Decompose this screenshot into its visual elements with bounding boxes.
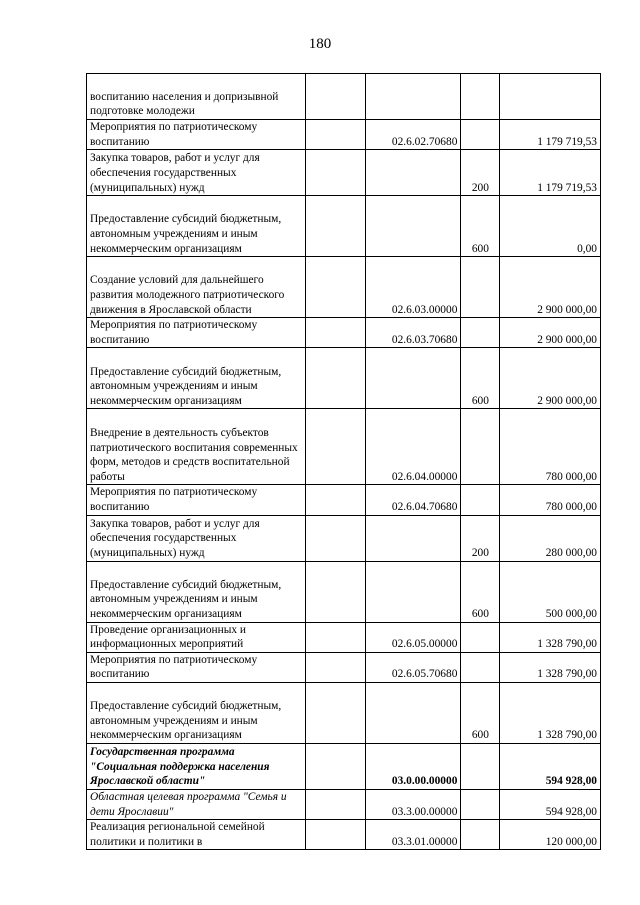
row-name-cell: Мероприятия по патриотическому воспитанию (87, 485, 306, 515)
table-row (87, 820, 601, 850)
table-row (87, 409, 601, 485)
row-code-cell: 02.6.04.70680 (366, 485, 461, 515)
row-code-cell: 03.0.00.00000 (366, 743, 461, 789)
row-sum-cell: 500 000,00 (500, 561, 601, 622)
row-code-cell (366, 348, 461, 409)
row-blank-cell (305, 652, 366, 682)
row-type-cell (461, 743, 500, 789)
row-type-cell: 200 (461, 150, 500, 196)
row-type-cell (461, 820, 500, 850)
row-type-cell (461, 622, 500, 652)
row-blank-cell (305, 257, 366, 318)
table-row (87, 318, 601, 348)
row-type-cell (461, 409, 500, 485)
row-sum-cell: 2 900 000,00 (500, 257, 601, 318)
table-row (87, 485, 601, 515)
row-blank-cell (305, 120, 366, 150)
row-blank-cell (305, 318, 366, 348)
row-sum-cell: 0,00 (500, 196, 601, 257)
row-sum-cell: 1 179 719,53 (500, 150, 601, 196)
row-blank-cell (305, 515, 366, 561)
row-sum-cell: 594 928,00 (500, 743, 601, 789)
row-code-cell: 02.6.02.70680 (366, 120, 461, 150)
table-row (87, 561, 601, 622)
row-name-cell: Проведение организационных и информационных мероприятий (87, 622, 306, 652)
row-code-cell: 02.6.04.00000 (366, 409, 461, 485)
table-row (87, 348, 601, 409)
row-sum-cell: 594 928,00 (500, 789, 601, 819)
row-type-cell: 200 (461, 515, 500, 561)
budget-table-body (87, 74, 601, 850)
table-row (87, 515, 601, 561)
row-type-cell (461, 789, 500, 819)
row-sum-cell: 2 900 000,00 (500, 318, 601, 348)
table-row (87, 652, 601, 682)
row-code-cell (366, 515, 461, 561)
row-sum-cell: 280 000,00 (500, 515, 601, 561)
row-code-cell (366, 150, 461, 196)
row-blank-cell (305, 485, 366, 515)
row-name-cell: Мероприятия по патриотическому воспитанию (87, 318, 306, 348)
row-sum-cell: 1 328 790,00 (500, 652, 601, 682)
row-type-cell: 600 (461, 682, 500, 743)
row-sum-cell: 1 328 790,00 (500, 622, 601, 652)
table-row (87, 257, 601, 318)
page-number: 180 (308, 36, 332, 52)
table-row (87, 120, 601, 150)
row-type-cell (461, 485, 500, 515)
row-blank-cell (305, 150, 366, 196)
row-name-cell: Предоставление субсидий бюджетным, автономным учреждениям и иным некоммерческим организациям (87, 348, 306, 409)
row-code-cell: 02.6.03.00000 (366, 257, 461, 318)
row-name-cell: Мероприятия по патриотическому воспитанию (87, 120, 306, 150)
row-code-cell (366, 561, 461, 622)
row-code-cell (366, 74, 461, 120)
row-blank-cell (305, 820, 366, 850)
row-type-cell (461, 652, 500, 682)
budget-table (86, 73, 601, 850)
row-blank-cell (305, 561, 366, 622)
row-type-cell: 600 (461, 348, 500, 409)
row-blank-cell (305, 74, 366, 120)
row-name-cell: Предоставление субсидий бюджетным, автономным учреждениям и иным некоммерческим организациям (87, 561, 306, 622)
row-sum-cell: 2 900 000,00 (500, 348, 601, 409)
table-row (87, 789, 601, 819)
table-row (87, 622, 601, 652)
row-blank-cell (305, 789, 366, 819)
row-type-cell (461, 318, 500, 348)
row-code-cell (366, 196, 461, 257)
table-row (87, 150, 601, 196)
row-name-cell: Мероприятия по патриотическому воспитанию (87, 652, 306, 682)
row-type-cell (461, 257, 500, 318)
row-code-cell: 03.3.01.00000 (366, 820, 461, 850)
row-code-cell: 02.6.05.00000 (366, 622, 461, 652)
row-name-cell: Реализация региональной семейной политики и политики в (87, 820, 306, 850)
row-type-cell: 600 (461, 196, 500, 257)
row-name-cell: Предоставление субсидий бюджетным, автономным учреждениям и иным некоммерческим организациям (87, 682, 306, 743)
row-name-cell: Закупка товаров, работ и услуг для обеспечения государственных (муниципальных) нужд (87, 150, 306, 196)
row-blank-cell (305, 348, 366, 409)
row-blank-cell (305, 409, 366, 485)
row-type-cell: 600 (461, 561, 500, 622)
row-name-cell: воспитанию населения и допризывной подготовке молодежи (87, 74, 306, 120)
row-sum-cell: 1 328 790,00 (500, 682, 601, 743)
table-row (87, 682, 601, 743)
table-row (87, 196, 601, 257)
table-row (87, 743, 601, 789)
row-code-cell: 02.6.05.70680 (366, 652, 461, 682)
row-blank-cell (305, 743, 366, 789)
row-sum-cell: 120 000,00 (500, 820, 601, 850)
row-name-cell: Закупка товаров, работ и услуг для обеспечения государственных (муниципальных) нужд (87, 515, 306, 561)
row-code-cell: 03.3.00.00000 (366, 789, 461, 819)
row-sum-cell: 1 179 719,53 (500, 120, 601, 150)
row-name-cell: Создание условий для дальнейшего развития молодежного патриотического движения в Ярославской области (87, 257, 306, 318)
row-code-cell: 02.6.03.70680 (366, 318, 461, 348)
row-blank-cell (305, 622, 366, 652)
row-sum-cell (500, 74, 601, 120)
row-type-cell (461, 74, 500, 120)
row-name-cell: Государственная программа "Социальная поддержка населения Ярославской области" (87, 743, 306, 789)
row-name-cell: Областная целевая программа "Семья и дети Ярославии" (87, 789, 306, 819)
row-type-cell (461, 120, 500, 150)
row-name-cell: Предоставление субсидий бюджетным, автономным учреждениям и иным некоммерческим организациям (87, 196, 306, 257)
row-blank-cell (305, 196, 366, 257)
table-row (87, 74, 601, 120)
row-code-cell (366, 682, 461, 743)
row-sum-cell: 780 000,00 (500, 485, 601, 515)
row-sum-cell: 780 000,00 (500, 409, 601, 485)
row-blank-cell (305, 682, 366, 743)
row-name-cell: Внедрение в деятельность субъектов патриотического воспитания современных форм, методов и средств воспитательной работы (87, 409, 306, 485)
